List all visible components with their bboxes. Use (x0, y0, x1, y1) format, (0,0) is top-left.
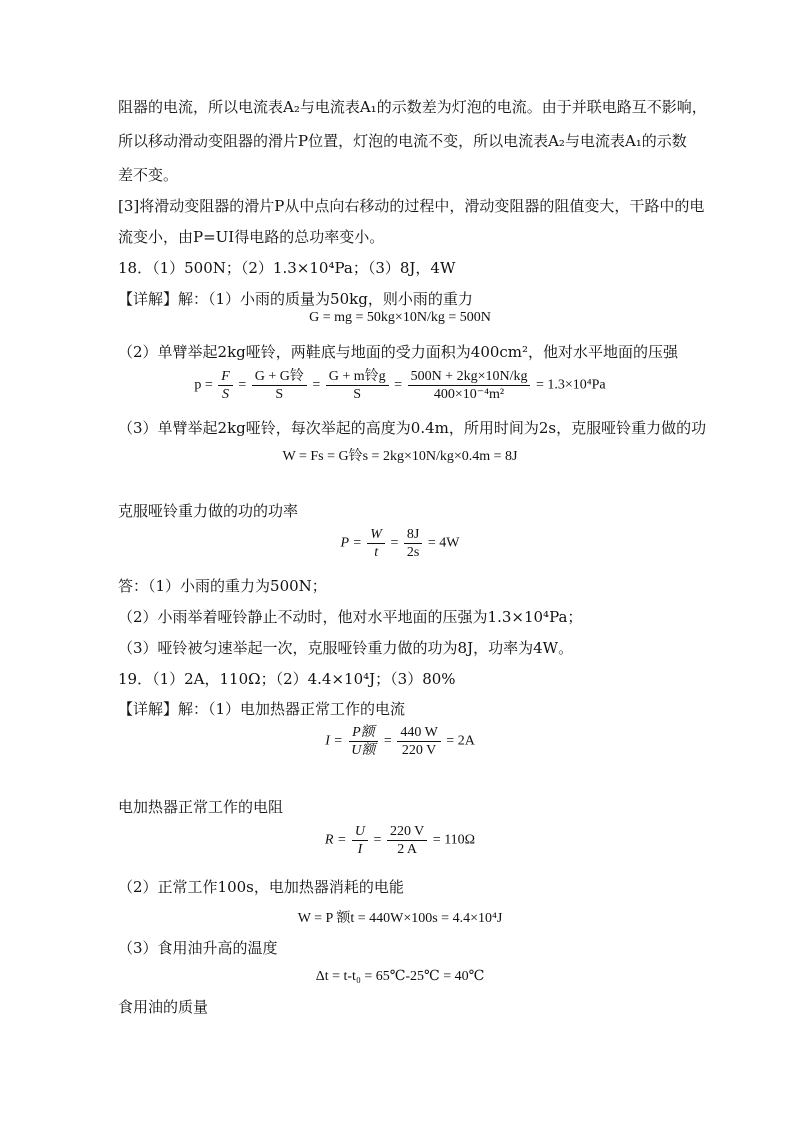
answer-line: （3）哑铃被匀速举起一次，克服哑铃重力做的功为8J，功率为4W。 (118, 639, 574, 657)
explanation-line: 食用油的质量 (118, 998, 209, 1016)
paragraph-line: 所以移动滑动变阻器的滑片P位置，灯泡的电流不变，所以电流表A₂与电流表A₁的示数 (118, 132, 687, 150)
equation-power: P = $\frac{W}{t}$ = $\frac{8J}{2s}$ = 4W (340, 527, 460, 560)
paragraph-line: 流变小，由P=UI得电路的总功率变小。 (118, 228, 385, 246)
explanation-line: 电加热器正常工作的电阻 (118, 798, 284, 816)
question-19-answer: 19．（1）2A，110Ω；（2）4.4×10⁴J；（3）80% (118, 670, 456, 688)
explanation-line: 【详解】解：（1）电加热器正常工作的电流 (118, 700, 406, 718)
explanation-line: （2）正常工作100s，电加热器消耗的电能 (118, 878, 404, 896)
equation-resistance: R = $\frac{U}{I}$ = $\frac{220 V}{2 A}$ = 110Ω (324, 824, 476, 857)
answer-line: 答：（1）小雨的重力为500N； (118, 577, 327, 595)
equation-current: I = $\frac{\text{P额}}{\text{U额}}$ = $\frac{440 W}{220 V}$ = 2A (325, 725, 475, 758)
paragraph-line: 差不变。 (118, 166, 179, 184)
equation-temperature: Δt = t-t₀ = 65℃-25℃ = 40℃ (315, 969, 485, 984)
equation-weight: G = mg = 50kg×10N/kg = 500N (309, 310, 491, 325)
explanation-line: 【详解】解：（1）小雨的质量为50kg，则小雨的重力 (118, 290, 473, 308)
explanation-line: 克服哑铃重力做的功的功率 (118, 502, 299, 520)
question-18-answer: 18．（1）500N；（2）1.3×10⁴Pa；（3）8J，4W (118, 259, 456, 277)
paragraph-line: 阻器的电流，所以电流表A₂与电流表A₁的示数差为灯泡的电流。由于并联电路互不影响， (118, 98, 707, 116)
explanation-line: （3）食用油升高的温度 (118, 939, 278, 957)
explanation-line: （3）单臂举起2kg哑铃，每次举起的高度为0.4m，所用时间为2s，克服哑铃重力做的功 (118, 419, 707, 437)
equation-energy: W = P 额t = 440W×100s = 4.4×10⁴J (297, 911, 503, 926)
explanation-line: （2）单臂举起2kg哑铃，两鞋底与地面的受力面积为400cm²，他对水平地面的压强 (118, 343, 679, 361)
equation-work: W = Fs = G铃s = 2kg×10N/kg×0.4m = 8J (282, 449, 518, 464)
answer-line: （2）小雨举着哑铃静止不动时，他对水平地面的压强为1.3×10⁴Pa； (118, 608, 583, 626)
paragraph-line: [3]将滑动变阻器的滑片P从中点向右移动的过程中，滑动变阻器的阻值变大，干路中的电 (118, 197, 705, 215)
equation-pressure: p = $\frac{F}{S}$ = $\frac{\text{G + G铃}}{S}$ = $\frac{\text{G + m铃g}}{S}$ = $\frac{500N + 2kg\times 10N/kg}{\text{400×10⁻⁴m²}}$ = 1.3×10⁴Pa (194, 369, 606, 402)
